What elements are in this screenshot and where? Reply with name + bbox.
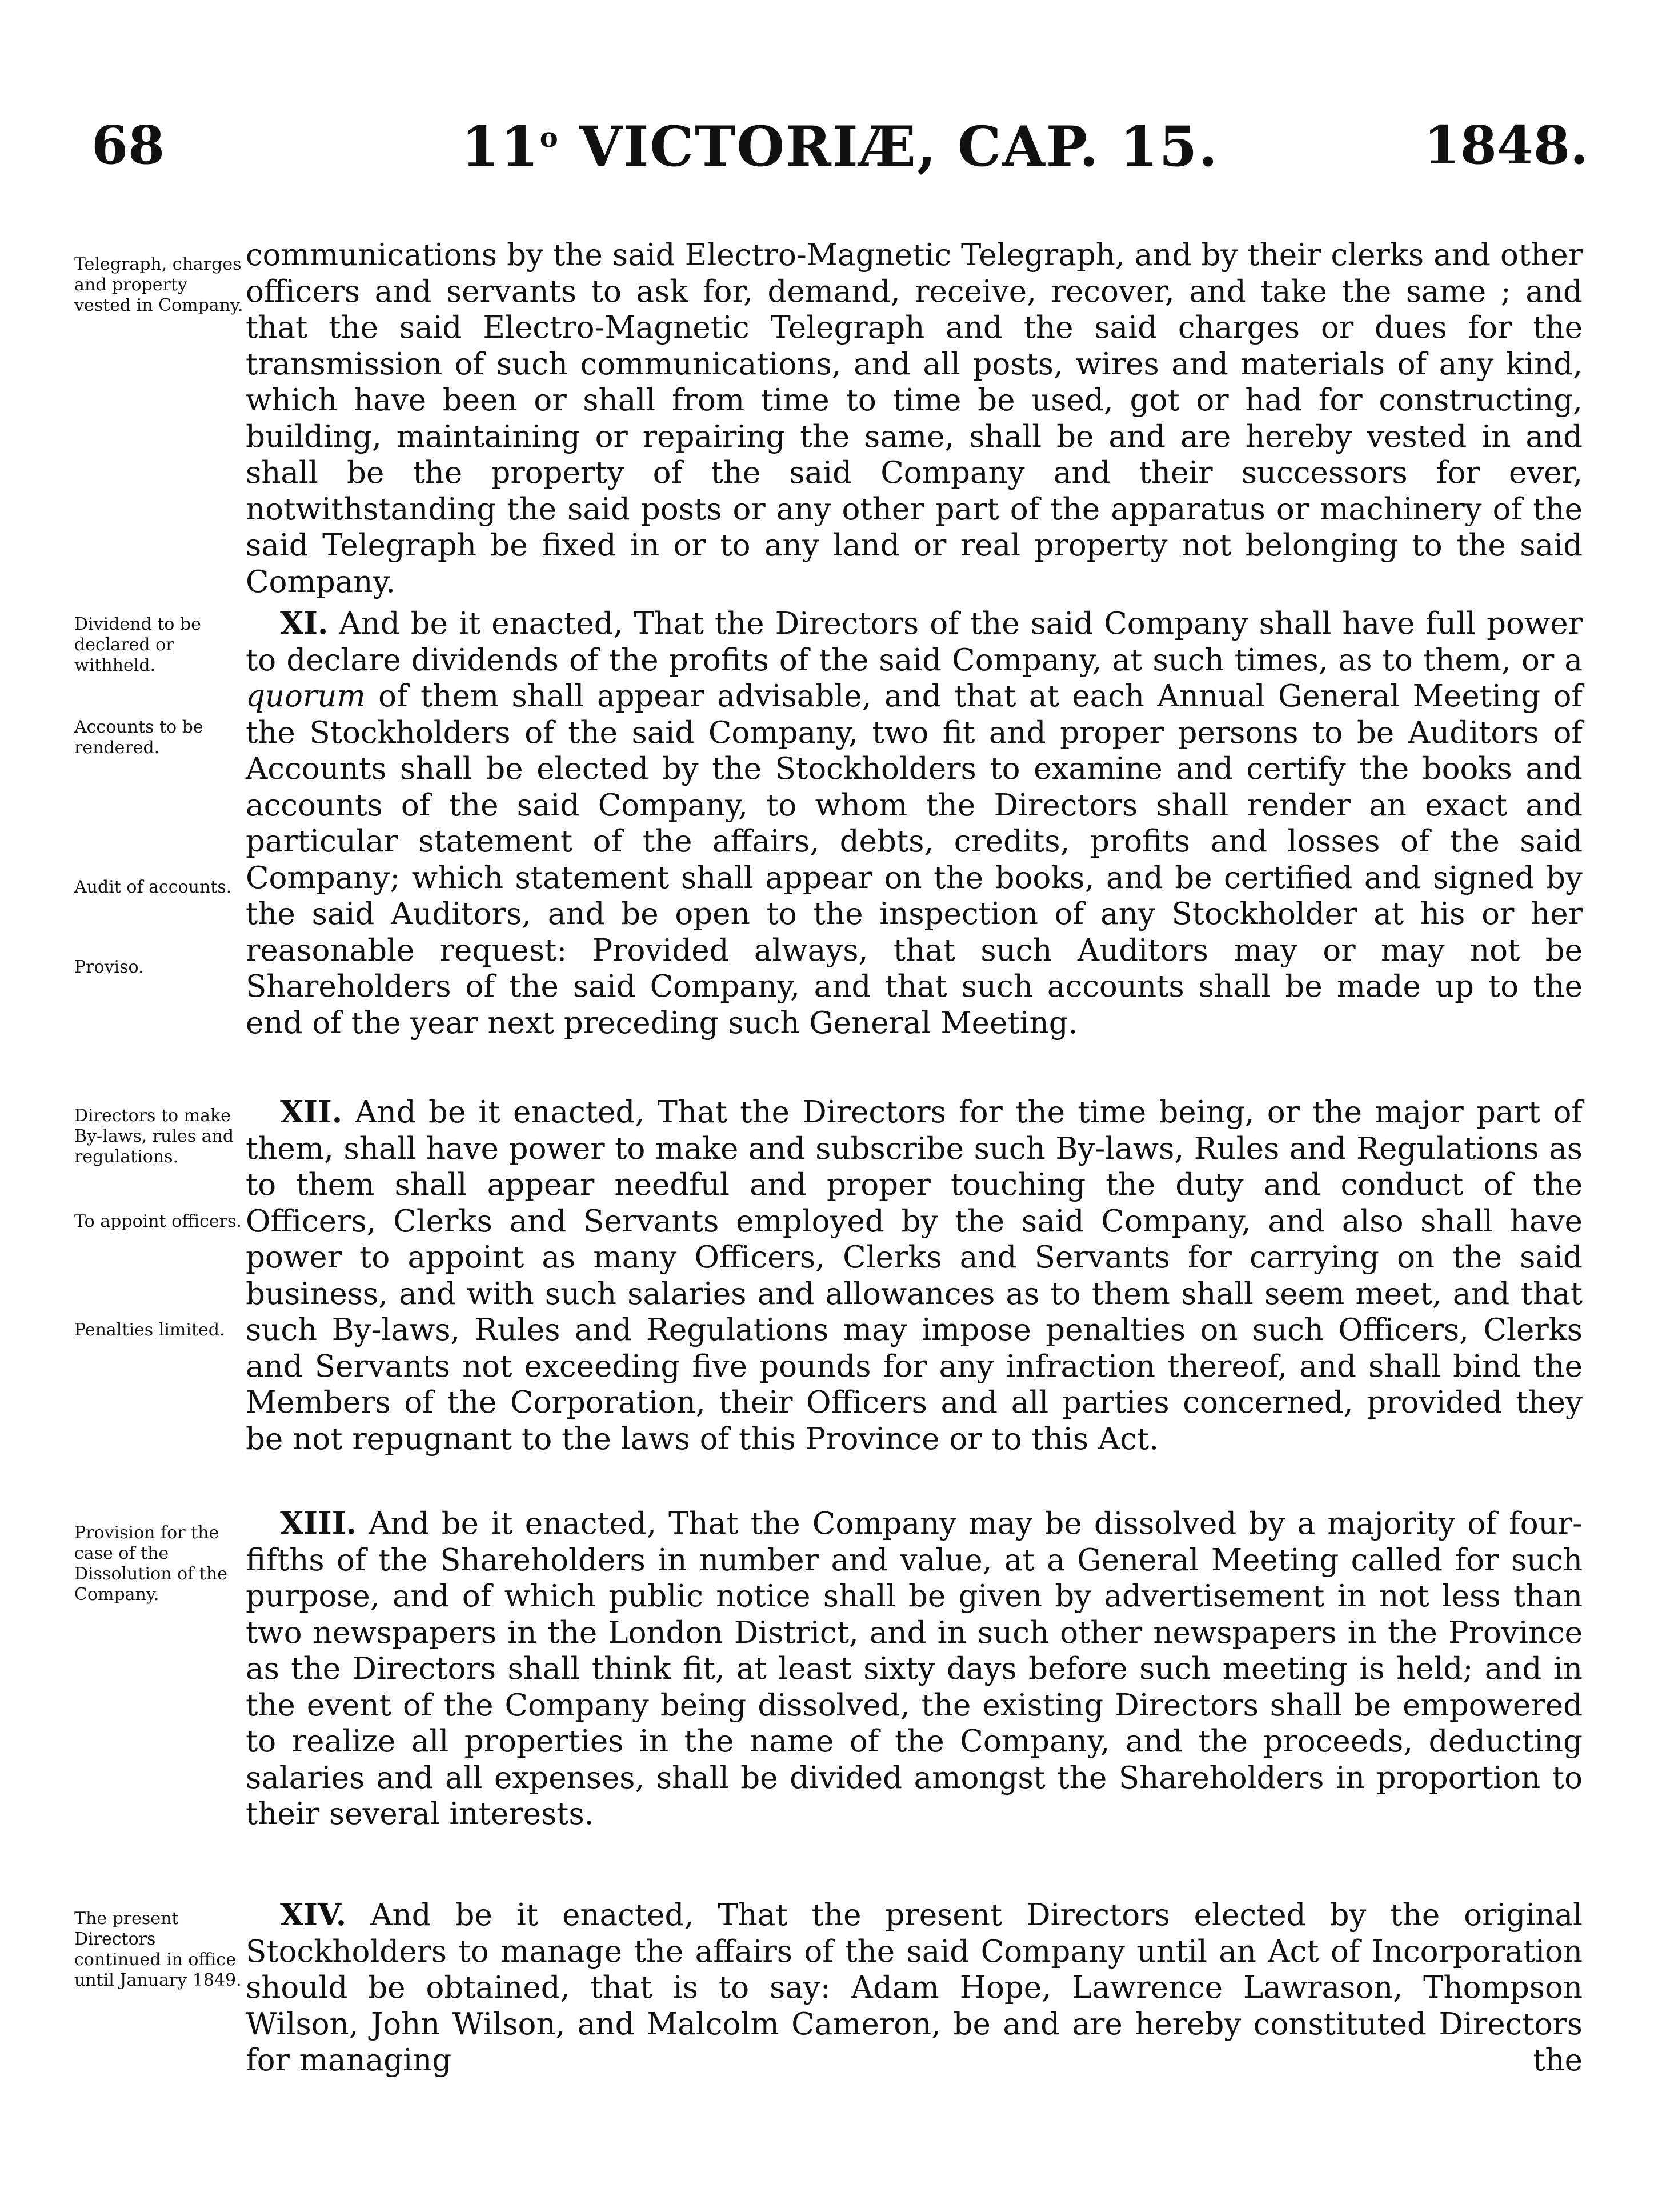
- section-xiii: [246, 1506, 1583, 1833]
- margin-note: Accounts to be rendered.: [74, 717, 203, 758]
- section-number: XI.: [280, 606, 329, 641]
- title-main: VICTORIÆ, CAP. 15.: [579, 114, 1219, 179]
- margin-note: Proviso.: [74, 957, 144, 977]
- section-number: XIV.: [280, 1897, 347, 1933]
- section-xiv: [246, 1897, 1583, 2079]
- paragraph-continuation: communications by the said Electro-Magnetic Telegraph, and by their clerks and other officers and servants to ask for, demand, receive, recover, and take the same ; and that the said Electro-Magnetic Telegraph and the said charges or dues for the transmission of such communications, and all posts, wires and materials of any kind, which have been or shall from time to time be used, got or had for constructing, building, maintaining or repairing the same, shall be and are hereby vested in and shall be the property of the said Company and their successors for ever, notwithstanding the said posts or any other part of the apparatus or machinery of the said Telegraph be fixed in or to any land or real property not belonging to the said Company.: [246, 238, 1583, 599]
- section-text: And be it enacted, That the Company may be dissolved by a majority of four-fifths of the Shareholders in number and value, at a General Meeting called for such purpose, and of which public notice shall be given by advertisement in not less than two newspapers in the London District, and in such other newspapers in the Province as the Directors shall think fit, at least sixty days before such meeting is held; and in the event of the Company being dissolved, the existing Directors shall be empowered to realize all properties in the name of the Company, and the proceeds, deducting salaries and all expenses, shall be divided amongst the Shareholders in proportion to their several interests.: [246, 1506, 1583, 1831]
- margin-note: Dividend to be declared or withheld.: [74, 614, 201, 675]
- margin-note: Provision for the case of the Dissolution of the Company.: [74, 1523, 227, 1605]
- section-number: XIII.: [280, 1506, 357, 1541]
- margin-note: Penalties limited.: [74, 1320, 225, 1340]
- section-number: XII.: [280, 1094, 343, 1130]
- section-text: And be it enacted, That the Directors for the time being, or the major part of them, shall have power to make and subscribe such By-laws, Rules and Regulations as to them shall appear needful and proper touching the duty and conduct of the Officers, Clerks and Servants employed by the said Company, and also shall have power to appoint as many Officers, Clerks and Servants for carrying on the said business, and with such salaries and allowances as to them shall seem meet, and that such By-laws, Rules and Regulations may impose penalties on such Officers, Clerks and Servants not exceeding five pounds for any infraction thereof, and shall bind the Members of the Corporation, their Officers and all parties concerned, provided they be not repugnant to the laws of this Province or to this Act.: [246, 1095, 1583, 1457]
- page-year: 1848.: [1423, 114, 1588, 176]
- margin-note: Telegraph, charges and property vested in Company.: [74, 254, 243, 315]
- margin-note: Directors to make By-laws, rules and regulations.: [74, 1106, 234, 1167]
- margin-note: Audit of accounts.: [74, 877, 232, 897]
- margin-note: To appoint officers.: [74, 1211, 242, 1231]
- page-number: 68: [91, 114, 165, 176]
- catchword: the: [1533, 2043, 1583, 2078]
- running-header: [91, 114, 1588, 200]
- section-xi: [246, 606, 1583, 1041]
- title-prefix: 11: [461, 114, 540, 179]
- margin-note: The present Directors continued in office until January 1849.: [74, 1909, 242, 1990]
- section-text: of them shall appear advisable, and that at each Annual General Meeting of the Stockholders of the said Company, two fit and proper persons to be Auditors of Accounts shall be elected by the Stockholders to examine and certify the books and accounts of the said Company, to whom the Directors shall render an exact and particular statement of the affairs, debts, credits, profits and losses of the said Company; which statement shall appear on the books, and be certified and signed by the said Auditors, and be open to the inspection of any Stockholder at his or her reasonable request: Provided always, that such Auditors may or may not be Shareholders of the said Company, and that such accounts shall be made up to the end of the year next preceding such General Meeting.: [246, 679, 1583, 1041]
- section-text: And be it enacted, That the present Directors elected by the original Stockholders to manage the affairs of the said Company until an Act of Incorporation should be obtained, that is to say: Adam Hope, Lawrence Lawrason, Thompson Wilson, John Wilson, and Malcolm Cameron, be and are hereby constituted Directors for managing: [246, 1898, 1583, 2078]
- section-text-italic: quorum: [246, 679, 366, 714]
- section-xii: [246, 1094, 1583, 1457]
- title-superscript: o: [539, 122, 559, 154]
- section-text: And be it enacted, That the Directors of the said Company shall have full power to declare dividends of the profits of the said Company, at such times, as to them, or a: [246, 606, 1583, 678]
- running-title: [91, 114, 1588, 179]
